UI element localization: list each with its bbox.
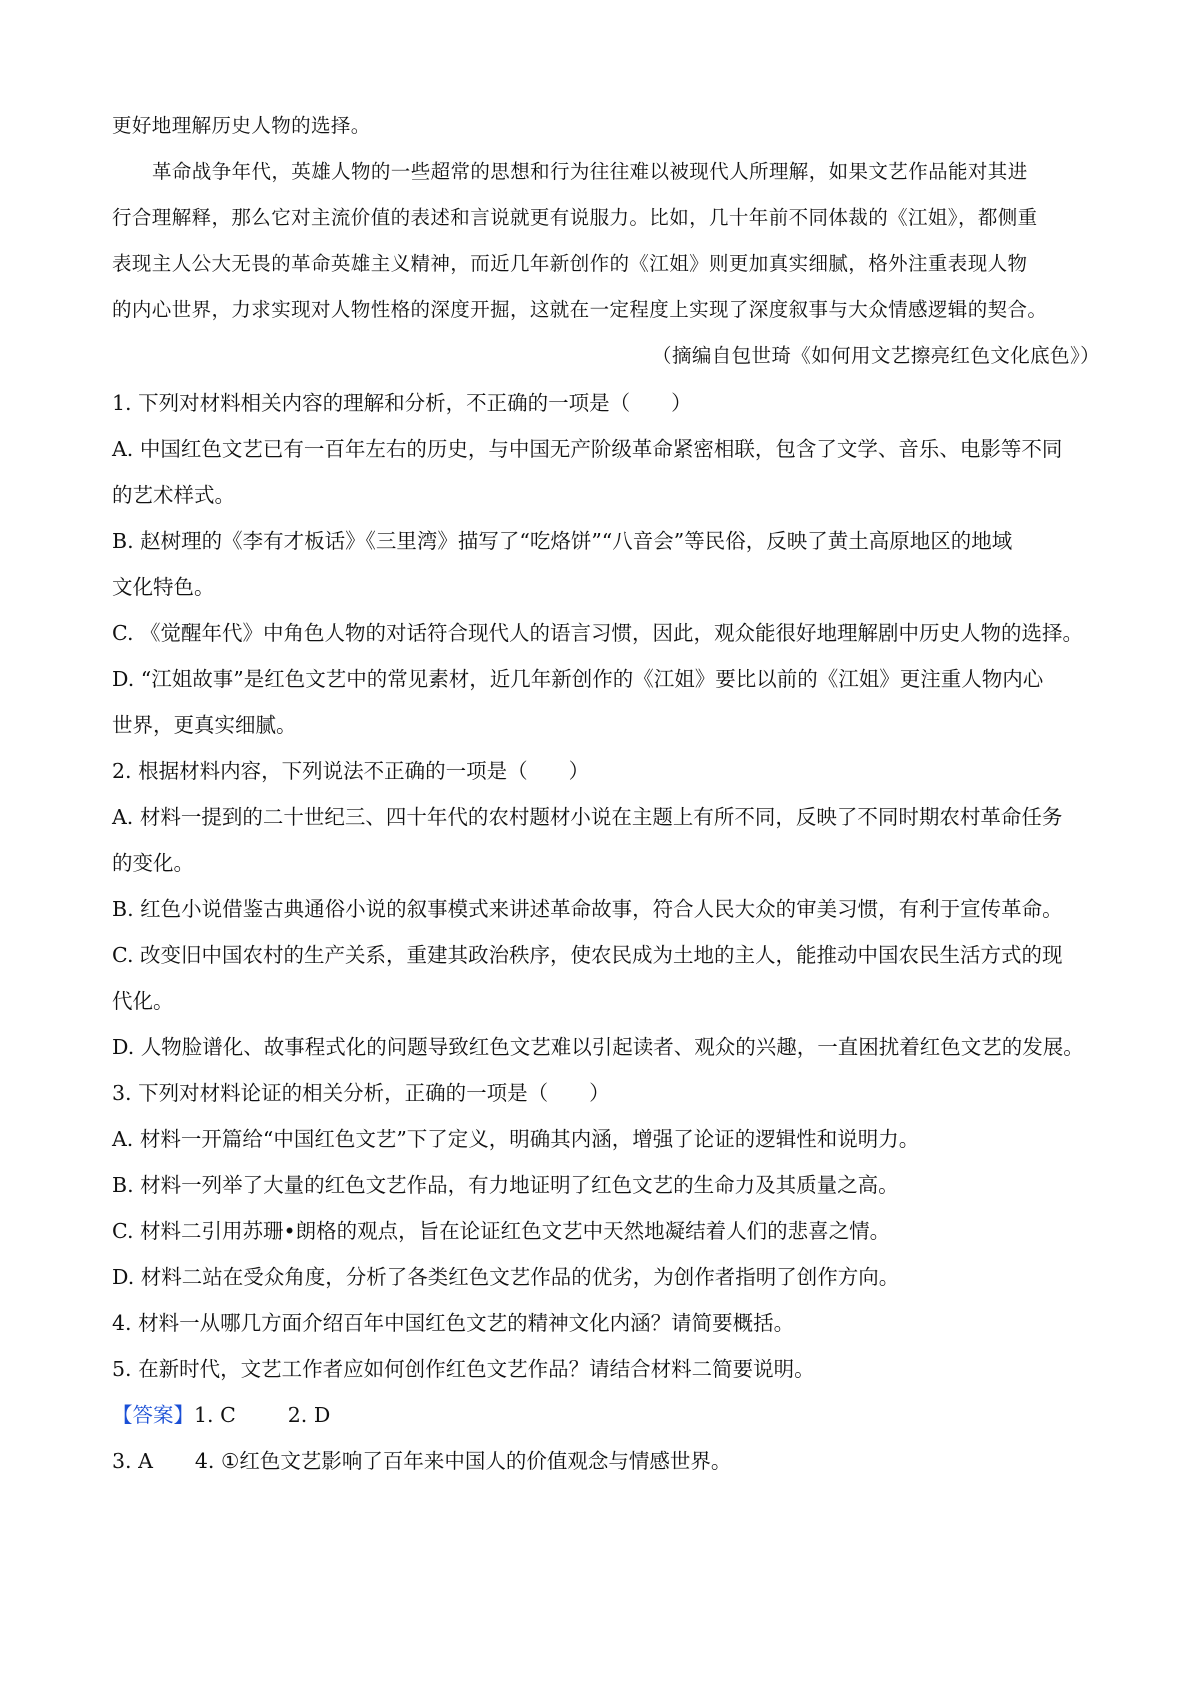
answer-tag: 【答案】 <box>112 1403 194 1427</box>
q1-option-b-cont: 文化特色。 <box>112 575 215 599</box>
q1-option-c: C. 《觉醒年代》中角色人物的对话符合现代人的语言习惯，因此，观众能很好地理解剧中历史人物的选择。 <box>112 621 1083 645</box>
question-3-stem: 3. 下列对材料论证的相关分析，正确的一项是（ ） <box>112 1081 610 1105</box>
q3-option-b: B. 材料一列举了大量的红色文艺作品，有力地证明了红色文艺的生命力及其质量之高。 <box>112 1173 899 1197</box>
q1-option-d-cont: 世界，更真实细腻。 <box>112 713 297 737</box>
passage-line: 的内心世界，力求实现对人物性格的深度开掘，这就在一定程度上实现了深度叙事与大众情感逻辑的契合。 <box>112 298 1048 321</box>
answer-3: 3. A <box>112 1449 153 1473</box>
q1-option-d: D. “江姐故事”是红色文艺中的常见素材，近几年新创作的《江姐》要比以前的《江姐》更注重人物内心 <box>112 667 1044 691</box>
question-1-stem: 1. 下列对材料相关内容的理解和分析，不正确的一项是（ ） <box>112 391 692 415</box>
answer-line-2 <box>112 1446 1102 1476</box>
q2-option-d: D. 人物脸谱化、故事程式化的问题导致红色文艺难以引起读者、观众的兴趣，一直困扰着红色文艺的发展。 <box>112 1035 1084 1059</box>
q3-option-a: A. 材料一开篇给“中国红色文艺”下了定义，明确其内涵，增强了论证的逻辑性和说明力。 <box>112 1127 920 1151</box>
passage-source: （摘编自包世琦《如何用文艺擦亮红色文化底色》） <box>652 344 1100 367</box>
q1-option-a-cont: 的艺术样式。 <box>112 483 235 507</box>
q1-option-a: A. 中国红色文艺已有一百年左右的历史，与中国无产阶级革命紧密相联，包含了文学、音乐、电影等不同 <box>112 437 1063 461</box>
passage-line: 表现主人公大无畏的革命英雄主义精神，而近几年新创作的《江姐》则更加真实细腻，格外注重表现人物 <box>112 252 1028 275</box>
answer-1: 1. C <box>194 1403 236 1427</box>
q3-option-c: C. 材料二引用苏珊•朗格的观点，旨在论证红色文艺中天然地凝结着人们的悲喜之情。 <box>112 1219 891 1243</box>
question-5-stem: 5. 在新时代，文艺工作者应如何创作红色文艺作品？请结合材料二简要说明。 <box>112 1357 815 1381</box>
q2-option-a-cont: 的变化。 <box>112 851 194 875</box>
question-4-stem: 4. 材料一从哪几方面介绍百年中国红色文艺的精神文化内涵？请简要概括。 <box>112 1311 795 1335</box>
q3-option-d: D. 材料二站在受众角度，分析了各类红色文艺作品的优劣，为创作者指明了创作方向。 <box>112 1265 900 1289</box>
passage-line: 更好地理解历史人物的选择。 <box>112 114 371 137</box>
passage-line: 革命战争年代，英雄人物的一些超常的思想和行为往往难以被现代人所理解，如果文艺作品能对其进 <box>152 160 1028 183</box>
q2-option-c: C. 改变旧中国农村的生产关系，重建其政治秩序，使农民成为土地的主人，能推动中国农民生活方式的现 <box>112 943 1063 967</box>
answer-4: 4. ①红色文艺影响了百年来中国人的价值观念与情感世界。 <box>194 1449 732 1473</box>
answer-line-1 <box>112 1400 1102 1430</box>
passage-line: 行合理解释，那么它对主流价值的表述和言说就更有说服力。比如，几十年前不同体裁的《江姐》，都侧重 <box>112 206 1038 229</box>
q1-option-b: B. 赵树理的《李有才板话》《三里湾》描写了“吃烙饼”“八音会”等民俗，反映了黄土高原地区的地域 <box>112 529 1013 553</box>
q2-option-c-cont: 代化。 <box>112 989 174 1013</box>
q2-option-b: B. 红色小说借鉴古典通俗小说的叙事模式来讲述革命故事，符合人民大众的审美习惯，有利于宣传革命。 <box>112 897 1063 921</box>
question-2-stem: 2. 根据材料内容，下列说法不正确的一项是（ ） <box>112 759 590 783</box>
q2-option-a: A. 材料一提到的二十世纪三、四十年代的农村题材小说在主题上有所不同，反映了不同时期农村革命任务 <box>112 805 1063 829</box>
answer-2: 2. D <box>287 1403 331 1427</box>
